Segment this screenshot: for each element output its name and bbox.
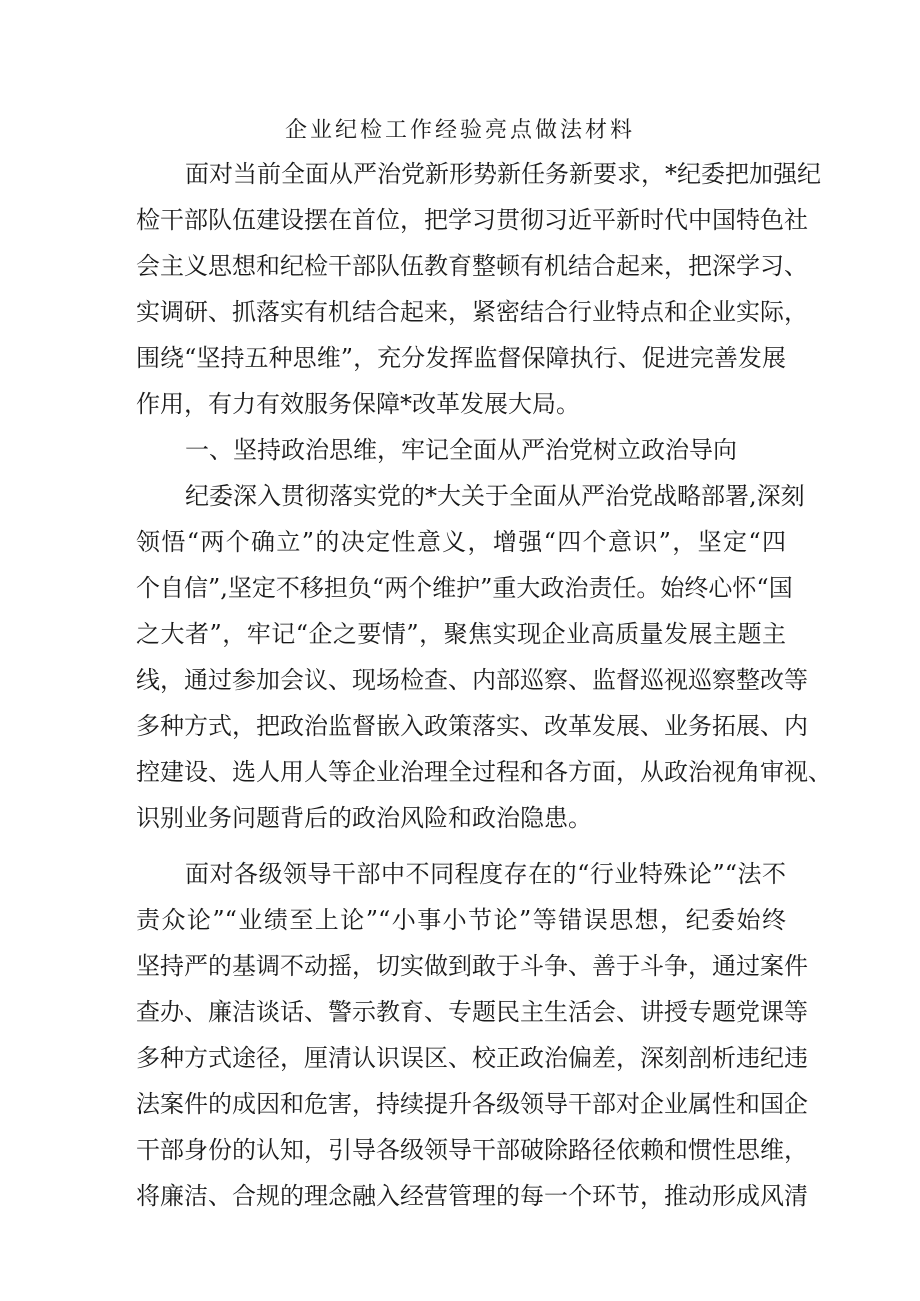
document-title: 企业纪检工作经验亮点做法材料 xyxy=(284,118,635,143)
paragraph-line: 控建设、选人用人等企业治理全过程和各方面，从政治视角审视、 xyxy=(136,758,832,786)
paragraph-line: 面对各级领导干部中不同程度存在的“行业特殊论”“法不 xyxy=(185,860,786,888)
paragraph-line: 面对当前全面从严治党新形势新任务新要求，*纪委把加强纪 xyxy=(185,160,821,188)
paragraph-line: 责众论”“业绩至上论”“小事小节论”等错误思想，纪委始终 xyxy=(136,906,786,934)
paragraph-line: 实调研、抓落实有机结合起来，紧密结合行业特点和企业实际， xyxy=(136,298,808,326)
paragraph-line: 作用，有力有效服务保障*改革发展大局。 xyxy=(136,390,580,418)
paragraph-line: 多种方式，把政治监督嵌入政策落实、改革发展、业务拓展、内 xyxy=(136,712,808,740)
paragraph-line: 围绕“坚持五种思维”，充分发挥监督保障执行、促进完善发展 xyxy=(136,344,786,372)
paragraph-line: 领悟“两个确立”的决定性意义，增强“四个意识”，坚定“四 xyxy=(136,528,786,556)
paragraph-line: 法案件的成因和危害，持续提升各级领导干部对企业属性和国企 xyxy=(136,1090,808,1118)
section-heading: 一、坚持政治思维，牢记全面从严治党树立政治导向 xyxy=(185,436,737,464)
paragraph-line: 个自信”,坚定不移担负“两个维护”重大政治责任。始终心怀“国 xyxy=(136,574,793,602)
paragraph-line: 干部身份的认知，引导各级领导干部破除路径依赖和惯性思维， xyxy=(136,1136,808,1164)
paragraph-line: 检干部队伍建设摆在首位，把学习贯彻习近平新时代中国特色社 xyxy=(136,206,808,234)
paragraph-line: 多种方式途径，厘清认识误区、校正政治偏差，深刻剖析违纪违 xyxy=(136,1044,808,1072)
paragraph-line: 坚持严的基调不动摇，切实做到敢于斗争、善于斗争，通过案件 xyxy=(136,952,808,980)
paragraph-line: 之大者”，牢记“企之要情”，聚焦实现企业高质量发展主题主 xyxy=(136,620,786,648)
paragraph-line: 识别业务问题背后的政治风险和政治隐患。 xyxy=(136,804,592,832)
paragraph-line: 线，通过参加会议、现场检查、内部巡察、监督巡视巡察整改等 xyxy=(136,666,808,694)
paragraph-line: 会主义思想和纪检干部队伍教育整顿有机结合起来，把深学习、 xyxy=(136,252,808,280)
paragraph-line: 纪委深入贯彻落实党的*大关于全面从严治党战略部署,深刻 xyxy=(185,482,805,510)
paragraph-line: 将廉洁、合规的理念融入经营管理的每一个环节，推动形成风清 xyxy=(136,1182,808,1210)
paragraph-line: 查办、廉洁谈话、警示教育、专题民主生活会、讲授专题党课等 xyxy=(136,998,808,1026)
